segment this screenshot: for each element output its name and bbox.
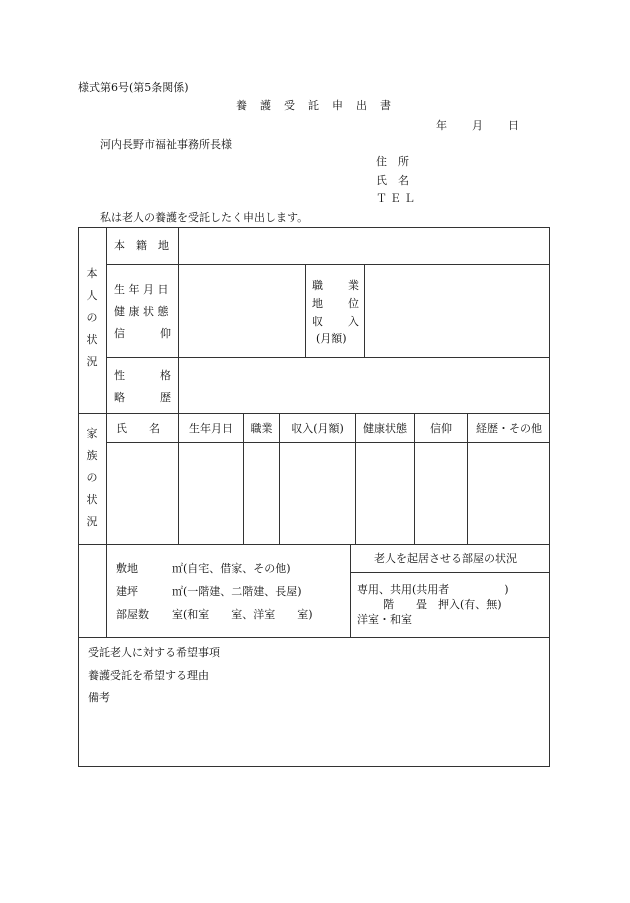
income-monthly-label: (月額)	[316, 332, 347, 345]
address-label: 住 所	[376, 155, 409, 168]
floor-area-detail: ㎡(一階建、二階建、長屋)	[172, 585, 302, 598]
tel-label: ＴＥＬ	[376, 192, 418, 205]
income-label-2: 入	[348, 315, 359, 328]
room-status-title: 老人を起居させる部屋の状況	[374, 552, 517, 565]
page-title: 養 護 受 託 申 出 書	[236, 99, 392, 112]
family-col-health: 健康状態	[363, 422, 407, 435]
character-label-1: 性	[114, 369, 125, 382]
family-col-birthdate: 生年月日	[189, 422, 233, 435]
domicile-label: 本 籍 地	[114, 239, 169, 252]
faith-label-1: 信	[114, 327, 125, 340]
faith-label-2: 仰	[160, 327, 171, 340]
addressee: 河内長野市福祉事務所長様	[100, 138, 232, 151]
room-size-line: 階 畳 押入(有、無)	[383, 598, 502, 611]
family-col-occupation: 職業	[250, 422, 273, 435]
rooms-label: 部屋数	[116, 608, 149, 621]
date-day-label: 日	[508, 119, 519, 132]
reason-label: 養護受託を希望する理由	[88, 669, 209, 682]
divider	[364, 264, 365, 357]
birthdate-label: 生 年 月 日	[114, 283, 169, 296]
position-label-1: 地	[312, 297, 323, 310]
divider	[78, 413, 550, 414]
rooms-detail: 室(和室 室、洋室 室)	[172, 608, 313, 621]
divider	[350, 544, 351, 637]
remarks-label: 備考	[88, 691, 110, 704]
divider	[78, 637, 550, 638]
site-label: 敷地	[116, 562, 138, 575]
room-usage-line: 専用、共用(共用者 )	[357, 583, 509, 596]
form-number: 様式第6号(第5条関係)	[78, 81, 189, 94]
health-label: 健 康 状 態	[114, 305, 169, 318]
occupation-label-1: 職	[312, 279, 323, 292]
site-detail: ㎡(自宅、借家、その他)	[172, 562, 291, 575]
occupation-label-2: 業	[348, 279, 359, 292]
room-type-line: 洋室・和室	[357, 613, 412, 626]
floor-area-label: 建坪	[116, 585, 138, 598]
history-label-1: 略	[114, 391, 125, 404]
self-status-section-label: 本 人 の 状 況	[86, 267, 98, 368]
family-section-label: 家 族 の 状 況	[86, 427, 98, 528]
divider	[106, 442, 550, 443]
character-label-2: 格	[160, 369, 171, 382]
income-label-1: 収	[312, 315, 323, 328]
history-label-2: 歴	[160, 391, 171, 404]
family-col-history: 経歴・その他	[476, 422, 542, 435]
divider	[350, 572, 550, 573]
family-col-income: 収入(月額)	[291, 422, 344, 435]
divider	[178, 227, 179, 413]
wishes-label: 受託老人に対する希望事項	[88, 646, 220, 659]
family-col-faith: 信仰	[430, 422, 452, 435]
family-col-name: 氏 名	[116, 422, 160, 435]
divider	[78, 544, 550, 545]
date-month-label: 月	[472, 119, 483, 132]
divider	[106, 227, 107, 637]
position-label-2: 位	[348, 297, 359, 310]
name-label: 氏 名	[376, 174, 409, 187]
divider	[106, 357, 550, 358]
divider	[106, 264, 550, 265]
divider	[305, 264, 306, 357]
declaration-text: 私は老人の養護を受託したく申出します。	[100, 211, 309, 224]
date-year-label: 年	[436, 119, 447, 132]
